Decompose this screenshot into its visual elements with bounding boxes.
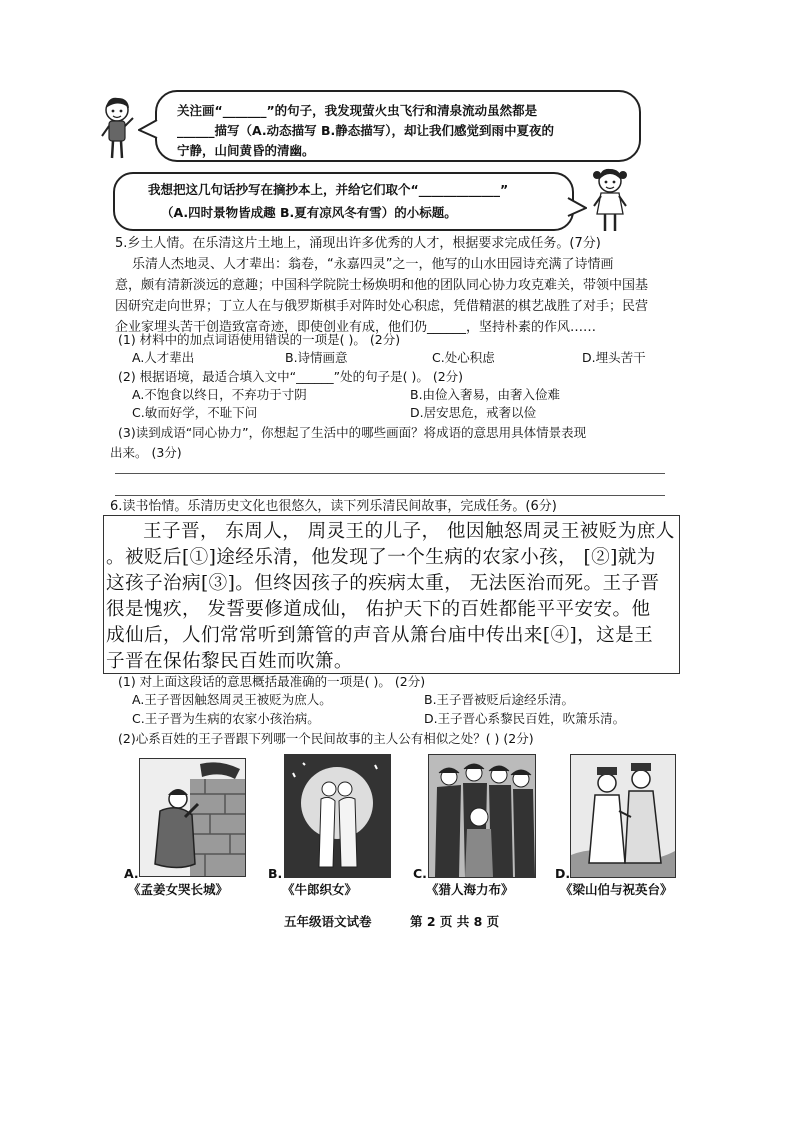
footer-exam-title: 五年级语文试卷 — [284, 914, 372, 929]
picture-lie-ren-hai-li-bu[interactable] — [428, 754, 536, 878]
q5-sub2-stem: (2) 根据语境，最适合填入文中“______”处的句子是( )。 (2分) — [118, 369, 464, 384]
q5-sub1-option-d[interactable]: D.埋头苦干 — [582, 350, 646, 365]
picture-letter-b: B. — [268, 866, 283, 881]
bubble-tail-right — [567, 196, 587, 218]
q5-answer-line-2[interactable] — [115, 495, 665, 496]
q5-sub2-option-d[interactable]: D.居安思危，戒奢以俭 — [410, 405, 537, 420]
picture-letter-d: D. — [555, 866, 571, 881]
q5-sub3-line2: 出来。 (3分) — [110, 445, 182, 460]
girl-illustration — [592, 166, 628, 234]
story-line5: 成仙后，人们常常听到箫管的声音从箫台庙中传出来[④]，这是王 — [106, 625, 654, 646]
footer-page-number: 第 2 页 共 8 页 — [410, 914, 500, 929]
speech-bubble-girl — [113, 172, 574, 231]
q5-title: 5.乡土人情。在乐清这片土地上，涌现出许多优秀的人才，根据要求完成任务。(7分) — [115, 236, 601, 251]
q5-sub1-option-c[interactable]: C.处心积虑 — [432, 350, 495, 365]
bubble1-line1: 关注画“_______”的句子，我发现萤火虫飞行和清泉流动虽然都是 — [177, 103, 538, 118]
picture-letter-a: A. — [124, 866, 139, 881]
q5-sub1-stem: (1) 材料中的加点词语使用错误的一项是( )。 (2分) — [118, 332, 401, 347]
bubble2-line1: 我想把这几句话抄写在摘抄本上，并给它们取个“_____________” — [148, 182, 509, 197]
q5-passage-line1: 乐清人杰地灵、人才辈出：翁卷，“永嘉四灵”之一，他写的山水田园诗充满了诗情画 — [132, 257, 614, 272]
bubble-tail-left — [138, 118, 158, 140]
caption-meng-jiang-nu: 《孟姜女哭长城》 — [128, 882, 229, 897]
q5-sub1-option-b[interactable]: B.诗情画意 — [285, 350, 348, 365]
story-line3: 这孩子治病[③]。但终因孩子的疾病太重， 无法医治而死。王子晋 — [106, 573, 660, 594]
q6-sub1-option-a[interactable]: A.王子晋因触怒周灵王被贬为庶人。 — [132, 692, 332, 707]
q6-sub1-option-d[interactable]: D.王子晋心系黎民百姓，吹箫乐清。 — [424, 711, 626, 726]
q5-sub3-line1: (3)读到成语“同心协力”，你想起了生活中的哪些画面？将成语的意思用具体情景表现 — [118, 425, 587, 440]
q5-passage-line2: 意，颇有清新淡远的意趣；中国科学院院士杨焕明和他的团队同心协力攻克难关，带领中国基 — [115, 278, 649, 293]
q5-passage-line3: 因研究走向世界；丁立人在与俄罗斯棋手对阵时处心积虑，凭借精湛的棋艺战胜了对手；民营 — [115, 299, 649, 314]
picture-letter-c: C. — [413, 866, 427, 881]
bubble2-line2: （A.四时景物皆成趣 B.夏有凉风冬有雪）的小标题。 — [161, 205, 457, 220]
q5-sub1-option-a[interactable]: A.人才辈出 — [132, 350, 195, 365]
q6-sub1-option-c[interactable]: C.王子晋为生病的农家小孩治病。 — [132, 711, 320, 726]
q6-sub2-stem: (2)心系百姓的王子晋跟下列哪一个民间故事的主人公有相似之处？( ) (2分) — [118, 731, 534, 746]
q5-answer-line-1[interactable] — [115, 473, 665, 474]
caption-liang-zhu: 《梁山伯与祝英台》 — [560, 882, 673, 897]
caption-lie-ren-hai-li-bu: 《猎人海力布》 — [426, 882, 514, 897]
bubble1-line2: ______描写（A.动态描写 B.静态描写），却让我们感觉到雨中夏夜的 — [177, 123, 555, 138]
story-line4: 很是愧疚， 发誓要修道成仙， 佑护天下的百姓都能平平安安。他 — [106, 599, 651, 620]
q5-sub2-option-a[interactable]: A.不饱食以终日，不弃功于寸阴 — [132, 387, 307, 402]
q6-title: 6.读书怡情。乐清历史文化也很悠久，读下列乐清民间故事，完成任务。(6分) — [110, 499, 557, 514]
picture-liang-zhu[interactable] — [570, 754, 676, 878]
caption-niu-lang-zhi-nu: 《牛郎织女》 — [282, 882, 358, 897]
q5-sub2-option-c[interactable]: C.敏而好学，不耻下问 — [132, 405, 258, 420]
picture-meng-jiang-nu[interactable] — [139, 758, 246, 877]
story-line2: 。被贬后[①]途经乐清，他发现了一个生病的农家小孩， [②]就为 — [106, 547, 656, 568]
story-line6: 子晋在保佑黎民百姓而吹箫。 — [106, 651, 353, 672]
q5-sub2-option-b[interactable]: B.由俭入奢易，由奢入俭难 — [410, 387, 561, 402]
q6-sub1-stem: (1) 对上面这段话的意思概括最准确的一项是( )。 (2分) — [118, 674, 426, 689]
story-line1: 王子晋， 东周人， 周灵王的儿子， 他因触怒周灵王被贬为庶人 — [143, 521, 675, 542]
q5-passage-line4: 企业家埋头苦干创造致富奇迹，即使创业有成，他们仍______，坚持朴素的作风…… — [115, 320, 597, 335]
q6-sub1-option-b[interactable]: B.王子晋被贬后途经乐清。 — [424, 692, 575, 707]
boy-illustration — [100, 96, 136, 162]
bubble1-line3: 宁静，山间黄昏的清幽。 — [177, 143, 315, 158]
picture-niu-lang-zhi-nu[interactable] — [284, 754, 391, 878]
